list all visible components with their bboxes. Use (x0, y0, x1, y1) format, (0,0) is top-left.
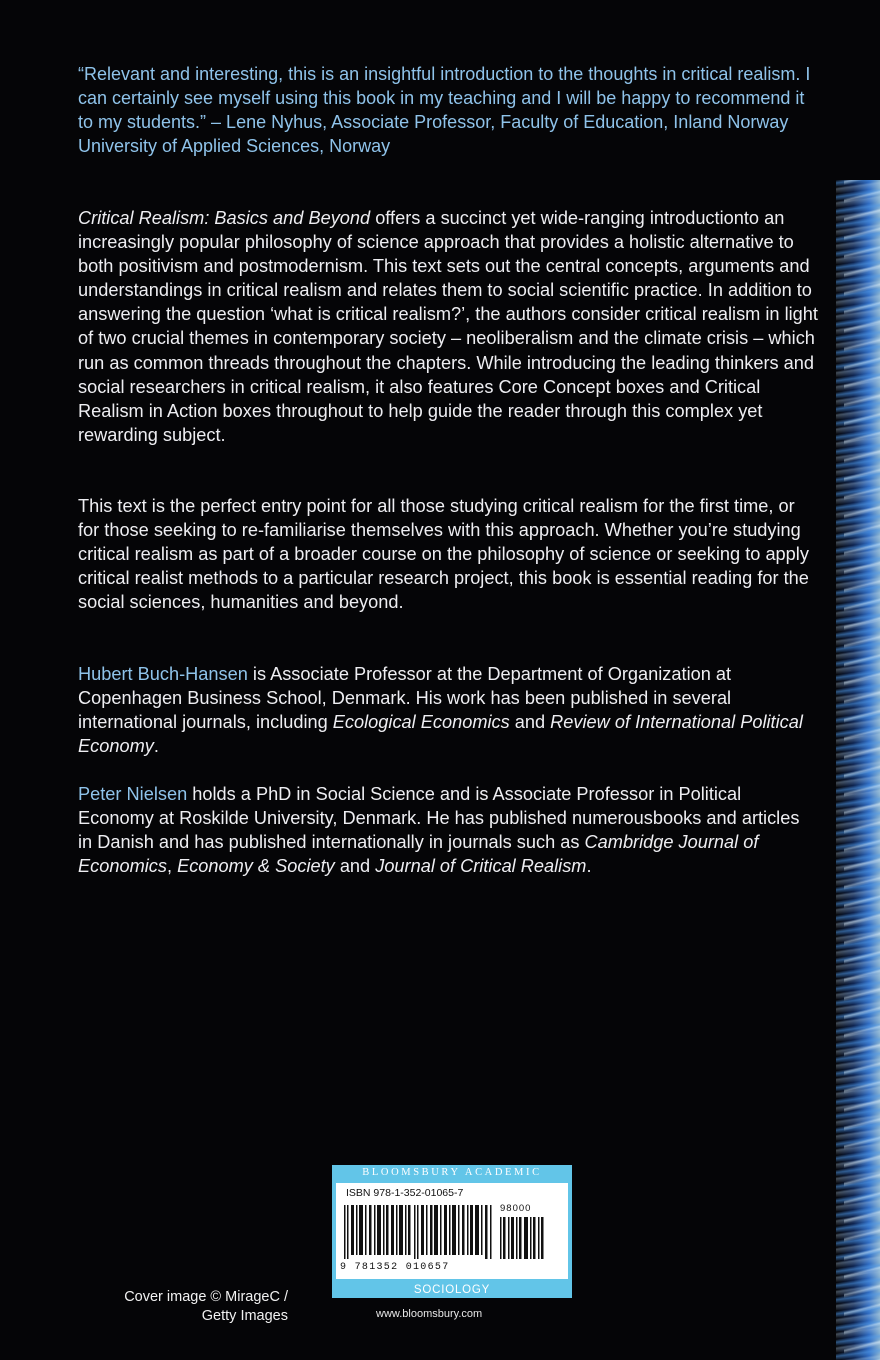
book-title: Critical Realism: Basics and Beyond (78, 208, 371, 228)
publisher-website: www.bloomsbury.com (376, 1308, 483, 1320)
credit-line-2: Getty Images (201, 1308, 288, 1324)
journal-title: Review of International Political Economy (78, 712, 803, 757)
author-bio-text: holds a PhD in Social Science and is Associate Professor in Political Economy at Roskilde University, Denmark. He has published numerousbooks and articles in Danish and has published internationally in journals such as (78, 784, 800, 853)
description-paragraph-2: This text is the perfect entry point for all those studying critical realism for the first time, or for those seeking to re-familiarise themselves with this approach. Whether you’re studying critical realism as part of a broader course on the philosophy of science or seeking to apply critical realist methods to a particular research project, this book is essential reading for the social sciences, humanities and beyond. (78, 496, 809, 613)
author-bio-2 (78, 782, 818, 878)
endorsement-quote: “Relevant and interesting, this is an insightful introduction to the thoughts in critical realism. I can certainly see myself using this book in my teaching and I will be happy to recommend it to my students.” – Lene Nyhus, Associate Professor, Faculty of Education, Inland Norway University of Applied Sciences, Norway (78, 64, 811, 156)
subject-category: SOCIOLOGY (413, 1284, 491, 1296)
barcode-digits: 9 781352 010657 (340, 1262, 450, 1273)
isbn-text: ISBN 978-1-352-01065-7 (346, 1187, 464, 1199)
journal-title: Journal of Critical Realism (375, 856, 587, 877)
author-bio-text: . (586, 856, 592, 877)
credit-line-1: Cover image © MirageC / (124, 1289, 288, 1305)
cover-image-credit (100, 1288, 288, 1326)
publisher-name: BLOOMSBURY ACADEMIC (362, 1167, 542, 1178)
journal-title: Cambridge Journal of Economics (78, 832, 759, 877)
author-name: Hubert Buch-Hansen (78, 664, 248, 684)
author-bio-text: , (166, 856, 178, 877)
barcode-bars (344, 1205, 494, 1259)
journal-title: Economy & Society (177, 856, 335, 877)
author-bio-text: is Associate Professor at the Department of Organization at Copenhagen Business School, Denmark. His work has been published in several international journals, including (78, 664, 732, 733)
barcode-area (336, 1183, 568, 1279)
price-code: 98000 (500, 1203, 532, 1214)
author-name: Peter Nielsen (78, 784, 188, 804)
decorative-light-streaks-overlay (844, 180, 880, 1360)
journal-title: Ecological Economics (332, 712, 510, 733)
description-text: offers a succinct yet wide-ranging introductionto an increasingly popular philosophy of science approach that provides a holistic alternative to both positivism and postmodernism. This text sets out the central concepts, arguments and understandings in critical realism and relates them to social scientific practice. In addition to answering the question ‘what is critical realism?’, the authors consider critical realism in light of two crucial themes in contemporary society – neoliberalism and the climate crisis – which run as common threads throughout the chapters. While introducing the leading thinkers and social researchers in critical realism, it also features Core Concept boxes and Critical Realism in Action boxes throughout to help guide the reader through this complex yet rewarding subject. (78, 208, 818, 445)
description-paragraph-1 (78, 206, 818, 447)
barcode-panel (332, 1165, 572, 1298)
author-bio-text: . (153, 736, 159, 757)
author-bio-1 (78, 662, 818, 758)
author-bio-text: and (509, 712, 551, 733)
author-bio-text: and (334, 856, 376, 877)
price-barcode-bars (500, 1217, 544, 1259)
